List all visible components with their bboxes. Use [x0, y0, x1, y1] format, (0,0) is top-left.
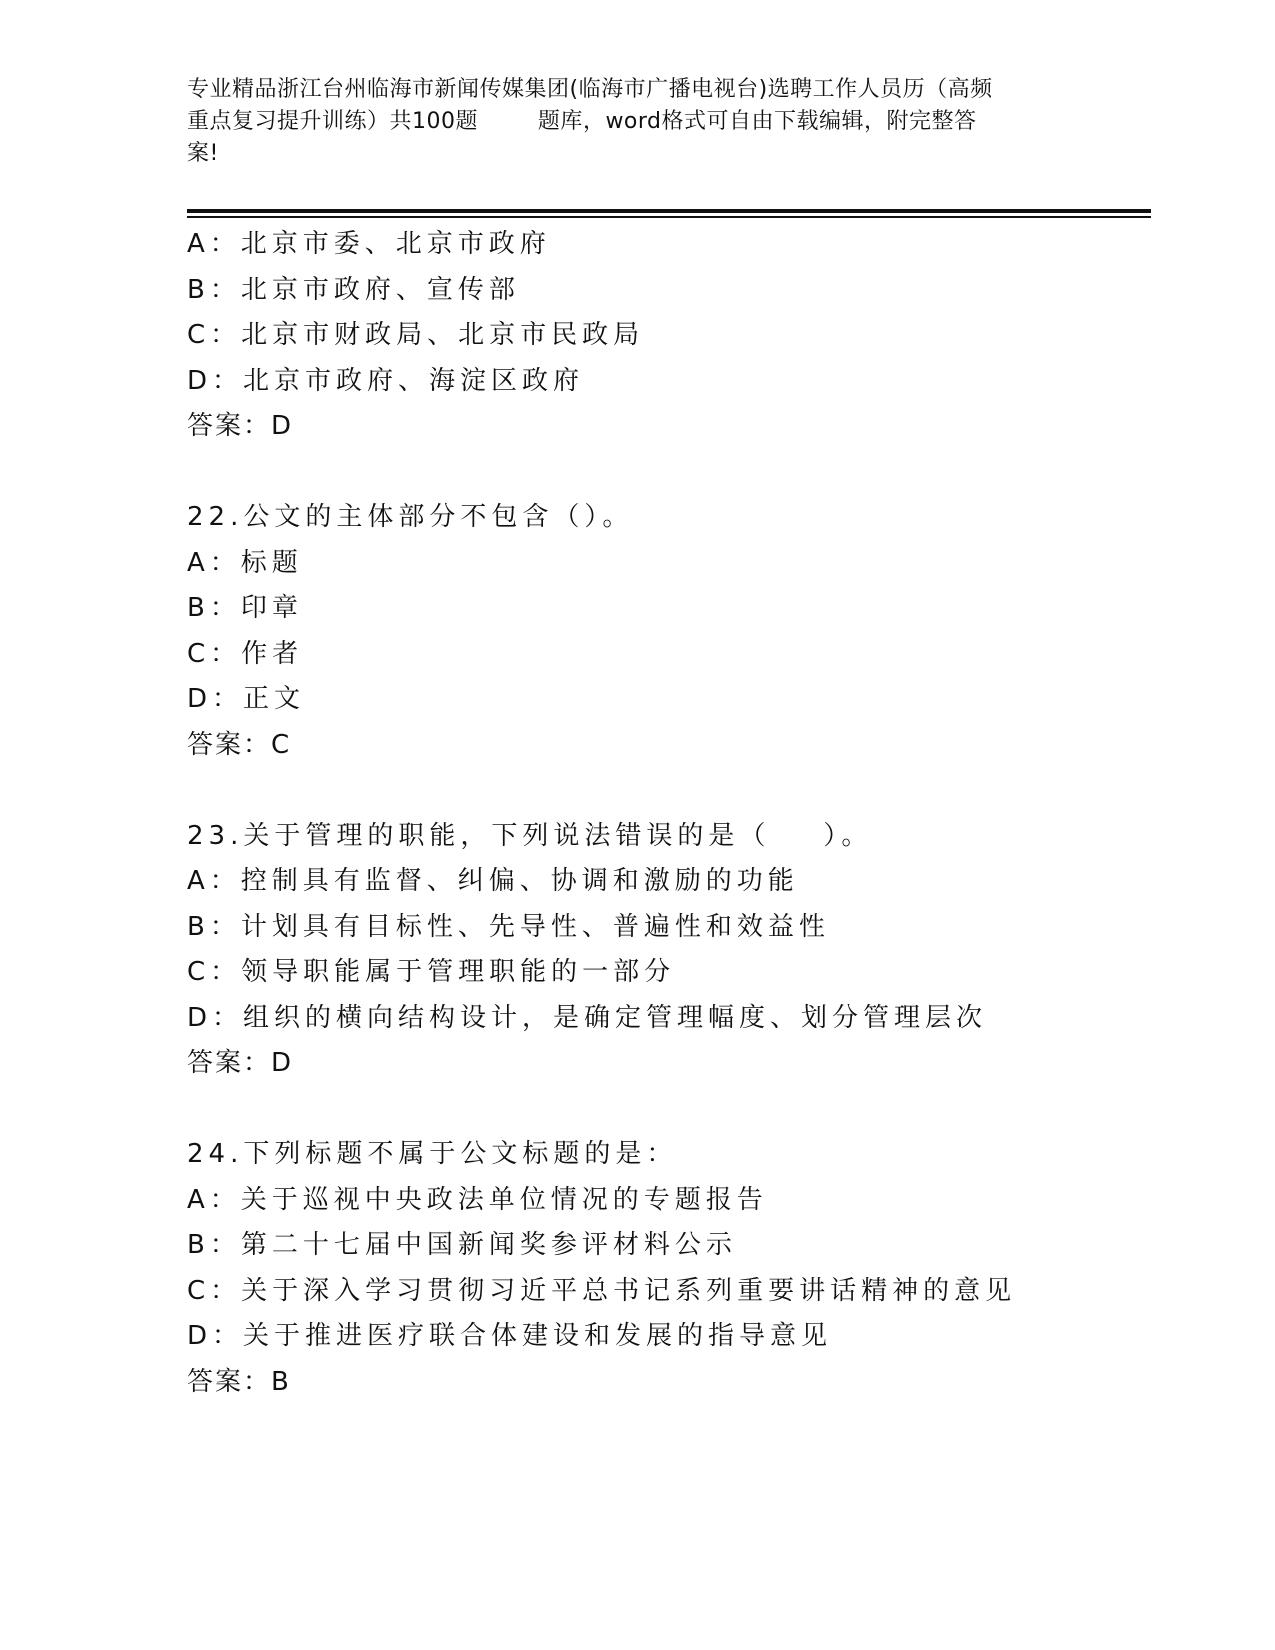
header-divider-thin — [187, 216, 1151, 218]
spacer — [187, 1087, 1147, 1133]
option-b: B：第二十七届中国新闻奖参评材料公示 — [187, 1230, 737, 1260]
document-header — [187, 74, 1087, 170]
option-d: D：正文 — [187, 684, 306, 714]
header-divider-thick — [187, 209, 1151, 213]
option-d: D：组织的横向结构设计，是确定管理幅度、划分管理层次 — [187, 1002, 988, 1033]
answer-line: 答案：B — [187, 1366, 291, 1397]
option-a: A：控制具有监督、纠偏、协调和激励的功能 — [187, 866, 799, 896]
question-list — [187, 222, 1147, 1405]
option-a: A：关于巡视中央政法单位情况的专题报告 — [187, 1184, 768, 1215]
header-title-line: 专业精品浙江台州临海市新闻传媒集团(临海市广播电视台)选聘工作人员历（高频 — [187, 77, 993, 102]
header-title-line: 重点复习提升训练）共100题 题库，word格式可自由下载编辑，附完整答 — [187, 109, 977, 134]
option-c: C：关于深入学习贯彻习近平总书记系列重要讲话精神的意见 — [187, 1275, 1017, 1306]
option-b: B：计划具有目标性、先导性、普遍性和效益性 — [187, 911, 830, 942]
question-block — [187, 495, 1147, 768]
option-c: C：北京市财政局、北京市民政局 — [187, 320, 645, 350]
option-b: B：印章 — [187, 593, 303, 623]
question-stem: 23.关于管理的职能，下列说法错误的是（ ）。 — [187, 820, 873, 851]
option-c: C：领导职能属于管理职能的一部分 — [187, 957, 676, 987]
question-block — [187, 814, 1147, 1087]
answer-line: 答案：D — [187, 411, 294, 441]
option-a: A：标题 — [187, 547, 303, 578]
spacer — [187, 450, 1147, 496]
answer-line: 答案：C — [187, 729, 292, 760]
question-stem: 24.下列标题不属于公文标题的是： — [187, 1139, 678, 1169]
option-d: D：北京市政府、海淀区政府 — [187, 365, 585, 396]
question-block — [187, 222, 1147, 450]
option-a: A：北京市委、北京市政府 — [187, 229, 551, 259]
option-b: B：北京市政府、宣传部 — [187, 274, 520, 305]
spacer — [187, 768, 1147, 814]
question-stem: 22.公文的主体部分不包含（）。 — [187, 502, 634, 532]
option-c: C：作者 — [187, 638, 304, 669]
header-title-line: 案! — [187, 141, 219, 166]
question-block — [187, 1132, 1147, 1405]
answer-line: 答案：D — [187, 1048, 294, 1078]
option-d: D：关于推进医疗联合体建设和发展的指导意见 — [187, 1321, 833, 1351]
